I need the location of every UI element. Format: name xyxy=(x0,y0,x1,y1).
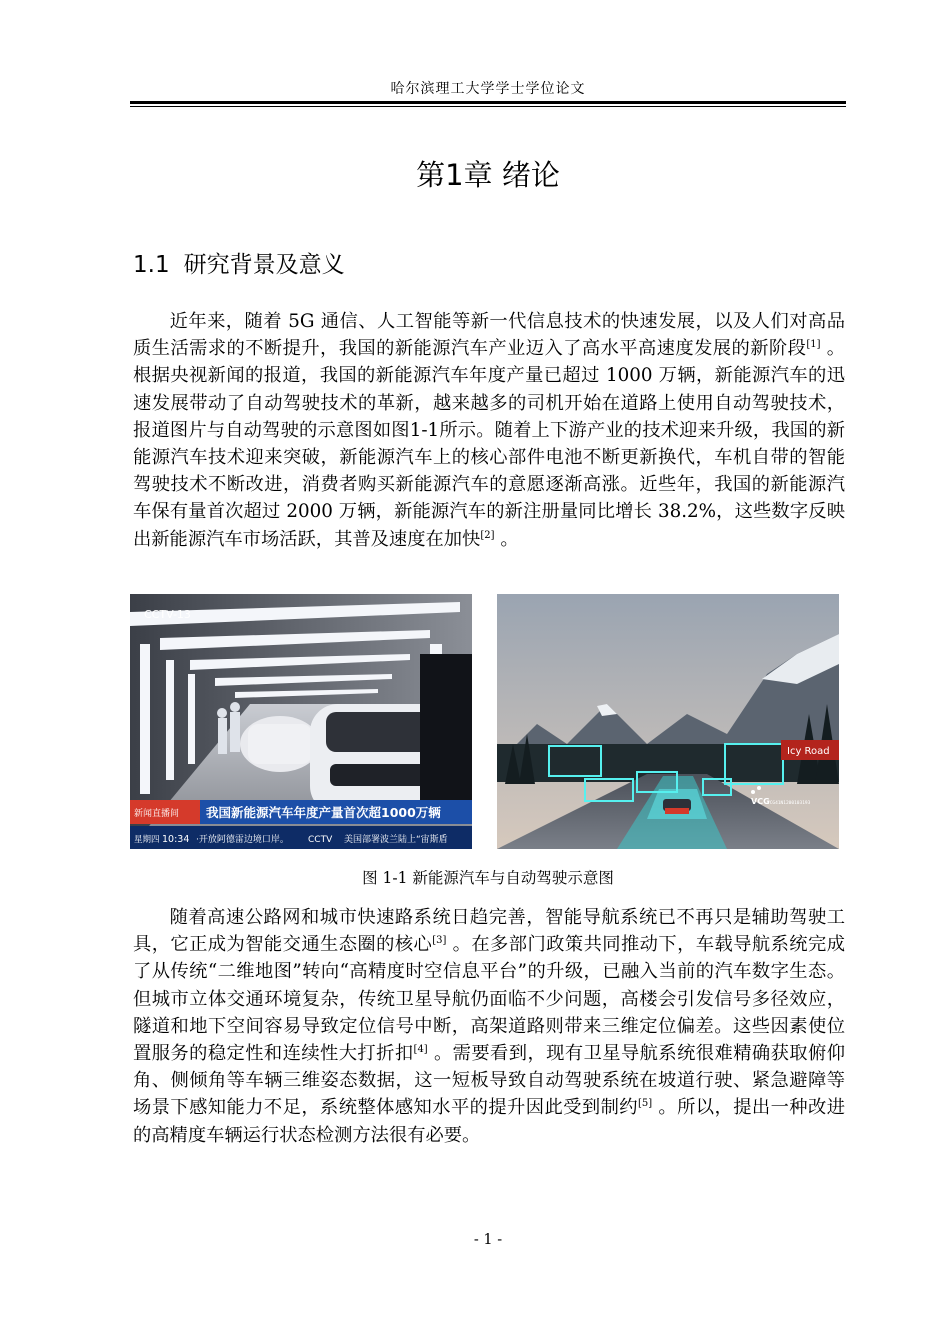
paragraph-1-text-a: 近年来，随着 5G 通信、人工智能等新一代信息技术的快速发展，以及人们对高品质生活需求的不断提升，我国的新能源汽车产业迈入了高水平高速度发展的新阶段 xyxy=(133,311,845,360)
paragraph-2-text-b: 。在多部门政策共同推动下，车载导航系统完成了从传统“二维地图”转向“高精度时空信息平台”的升级，已融入当前的汽车数字生态。但城市立体交通环境复杂，传统卫星导航仍面临不少问题，高楼会引发信号多径效应，隧道和地下空间容易导致定位信号中断，高架道路则带来三维定位偏差。这些因素使位置服务的稳定性和连续性大打折扣 xyxy=(133,934,845,1065)
news-headline: 我国新能源汽车年度产量首次超1000万辆 xyxy=(206,805,441,820)
chapter-title: 第1章 绪论 xyxy=(416,158,560,192)
news-ticker-2: 美国部署波兰陆上“宙斯盾 xyxy=(344,835,448,845)
citation-2[interactable]: [2] xyxy=(480,529,495,541)
body-paragraph-2 xyxy=(133,904,845,1149)
page-number: - 1 - xyxy=(473,1232,503,1248)
section-title-text: 研究背景及意义 xyxy=(183,252,345,278)
citation-1[interactable]: [1] xyxy=(806,339,821,351)
icy-road-sign: Icy Road xyxy=(787,746,830,757)
vcg-watermark-id: VCG41N1200103193 xyxy=(767,801,811,806)
paragraph-1-text-b: 。根据央视新闻的报道，我国的新能源汽车年度产量已超过 1000 万辆，新能源汽车的迅速发展带动了自动驾驶技术的革新，越来越多的司机开始在道路上使用自动驾驶技术，报道图片与自动驾驶的示意图如图1-1所示。随着上下游产业的技术迎来升级，我国的新能源汽车技术迎来突破，新能源汽车上的核心部件电池不断更新换代，车机自带的智能驾驶技术不断改进，消费者购买新能源汽车的意愿逐渐高涨。近些年，我国的新能源汽车保有量首次超过 2000 万辆，新能源汽车的新注册量同比增长 38.2%，这些数字反映出新能源汽车市场活跃，其普及速度在加快 xyxy=(133,338,845,550)
header-rule-thick xyxy=(130,101,846,104)
news-weekday: 星期四 xyxy=(134,835,160,845)
figure-factory-news-image xyxy=(130,594,472,849)
section-heading xyxy=(133,246,345,279)
paragraph-2-text-c: 。需要看到，现有卫星导航系统很难精确获取俯仰角、侧倾角等车辆三维姿态数据，这一短板导致自动驾驶系统在坡道行驶、紧急避障等场景下感知能力不足，系统整体感知水平的提升因此受到制约 xyxy=(133,1043,845,1119)
paragraph-2-text-d: 。所以，提出一种改进的高精度车辆运行状态检测方法很有必要。 xyxy=(133,1097,845,1146)
running-header: 哈尔滨理工大学学士学位论文 xyxy=(390,81,586,97)
paragraph-2-text-a: 随着高速公路网和城市快速路系统日趋完善，智能导航系统已不再只是辅助驾驶工具，它正成为智能交通生态圈的核心 xyxy=(133,907,845,956)
cctv13-logo: CCTV-13 xyxy=(144,608,191,621)
news-ticker-1: ·开放阿德雷边境口岸。 xyxy=(196,835,289,845)
header-rule-thin xyxy=(130,106,846,107)
figure-caption: 图 1-1 新能源汽车与自动驾驶示意图 xyxy=(362,869,614,887)
section-number: 1.1 xyxy=(133,252,170,278)
paragraph-1-text-c: 。 xyxy=(494,528,519,550)
body-paragraph-1 xyxy=(133,308,845,553)
segment-tag: 新闻直播间 xyxy=(134,809,180,819)
citation-4[interactable]: [4] xyxy=(413,1043,428,1055)
news-clock: 10:34 xyxy=(162,834,190,845)
vcg-watermark: VCG xyxy=(751,797,770,806)
ticker-cctv-logo: CCTV xyxy=(308,835,333,845)
citation-3[interactable]: [3] xyxy=(432,935,447,947)
citation-5[interactable]: [5] xyxy=(637,1098,653,1110)
figure-autonomous-driving-image xyxy=(497,594,839,849)
